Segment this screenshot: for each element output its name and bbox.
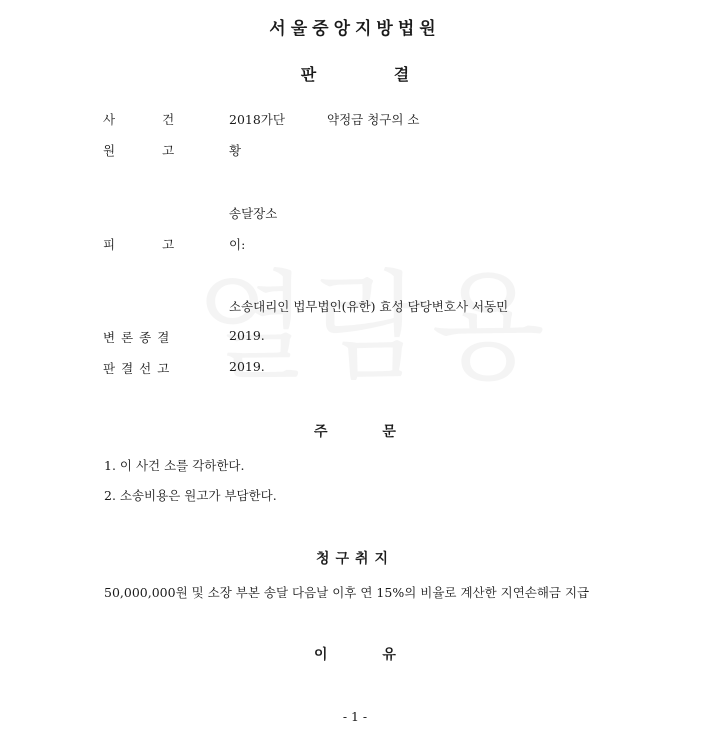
reasons-heading: 이 유: [314, 647, 396, 663]
case-label: 사건: [103, 112, 222, 127]
plaintiff-name: 황: [229, 143, 242, 158]
document-title: 판 결: [300, 65, 410, 84]
case-name: 약정금 청구의 소: [327, 112, 420, 127]
court-name: 서울중앙지방법원: [269, 19, 441, 39]
hearing-closed-label: 변론종결: [103, 330, 176, 345]
judgment-date-label: 판결선고: [103, 361, 176, 376]
defendant-counsel: 소송대리인 법무법인(유한) 효성 담당변호사 서동민: [229, 299, 509, 314]
order-item: 2. 소송비용은 원고가 부담한다.: [104, 488, 277, 503]
order-heading: 주 문: [314, 424, 396, 440]
judgment-date: 2019.: [229, 359, 265, 374]
delivery-place-label: 송달장소: [229, 206, 278, 221]
order-item: 1. 이 사건 소를 각하한다.: [104, 458, 245, 473]
defendant-name: 이:: [229, 237, 246, 252]
page-number: - 1 -: [342, 709, 368, 724]
case-number: 2018가단: [229, 112, 285, 127]
hearing-closed-date: 2019.: [229, 328, 265, 343]
plaintiff-label: 원고: [103, 143, 222, 158]
claim-text: 50,000,000원 및 소장 부본 송달 다음날 이후 연 15%의 비율로 계산한 지연손해금 지급: [104, 585, 590, 600]
claim-heading: 청구취지: [315, 551, 395, 567]
watermark: [195, 232, 549, 402]
defendant-label: 피고: [103, 237, 222, 252]
